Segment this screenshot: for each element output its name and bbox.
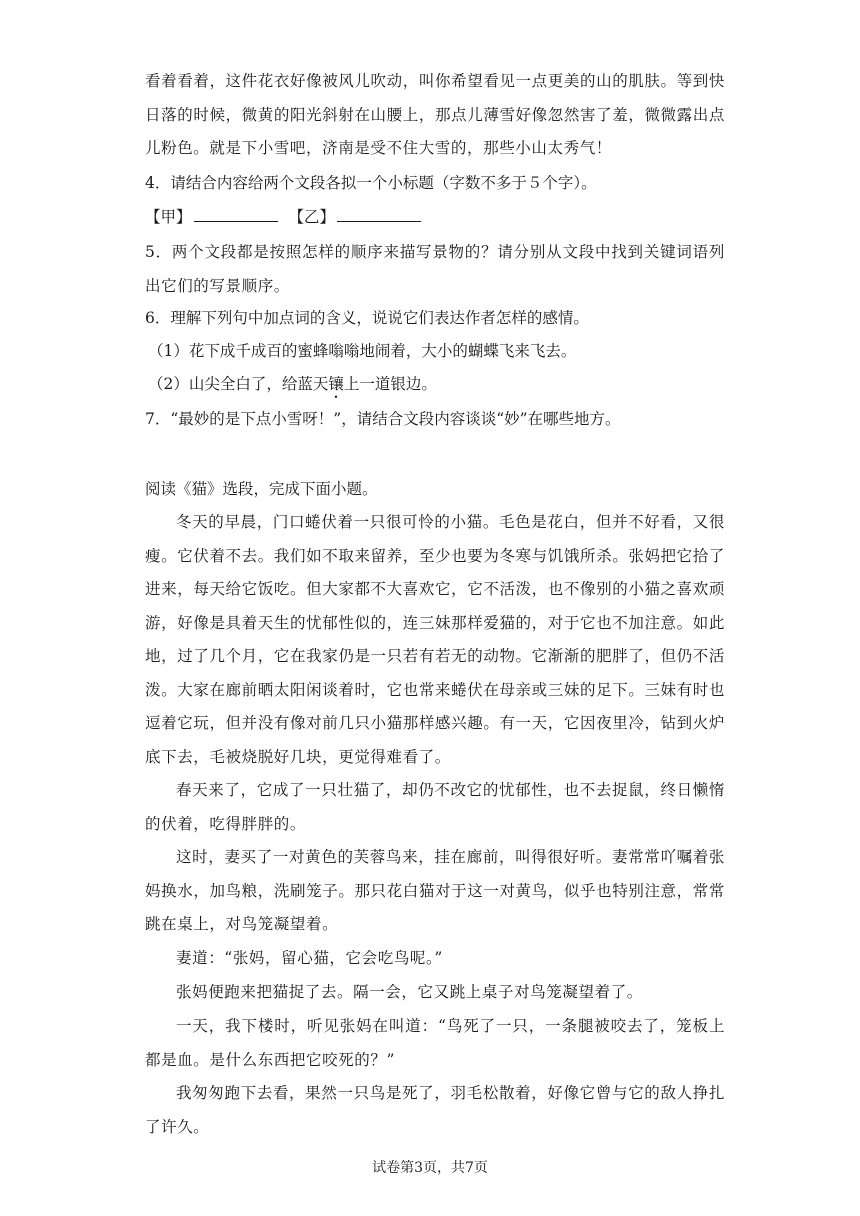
q6-item-2-post: 上一道银边。 [343, 375, 437, 393]
label-yi: 【乙】 [288, 208, 335, 226]
label-jia: 【甲】 [145, 208, 192, 226]
reading-intro: 阅读《猫》选段，完成下面小题。 [145, 480, 378, 498]
question-6-item-2 [148, 373, 728, 402]
answer-blank-yi[interactable] [337, 206, 421, 222]
reading-paragraph-5: 张妈便跑来把猫捉了去。隔一会，它又跳上桌子对鸟笼凝望着了。 [176, 983, 643, 1001]
answer-blank-jia[interactable] [194, 206, 278, 222]
q6-item-2-pre: （2）山尖全白了，给蓝天 [148, 375, 329, 393]
passage-paragraph: 看着看着，这件花衣好像被风儿吹动，叫你希望看见一点更美的山的肌肤。等到快日落的时候，微黄的阳光斜射在山腰上，那点儿薄雪好像忽然害了羞，微微露出点儿粉色。就是下小雪吧，济南是受不住大雪的，那些小山太秀气！ [145, 72, 725, 157]
question-6: 6．理解下列句中加点词的含义，说说它们表达作者怎样的感情。 [145, 309, 589, 327]
question-4-answer-line [145, 206, 725, 228]
reading-paragraph-2: 春天来了，它成了一只壮猫了，却仍不改它的忧郁性，也不去捉鼠，终日懒惰的伏着，吃得胖胖的。 [145, 781, 725, 833]
question-5: 5．两个文段都是按照怎样的顺序来描写景物的？请分别从文段中找到关键词语列出它们的写景顺序。 [145, 243, 725, 295]
reading-paragraph-3: 这时，妻买了一对黄色的芙蓉鸟来，挂在廊前，叫得很好听。妻常常吖嘱着张妈换水，加鸟粮，洗刷笼子。那只花白猫对于这一对黄鸟，似乎也特别注意，常常跳在桌上，对鸟笼凝望着。 [145, 848, 725, 933]
reading-paragraph-7: 我匆匆跑下去看，果然一只鸟是死了，羽毛松散着，好像它曾与它的敌人挣扎了许久。 [145, 1084, 725, 1136]
reading-paragraph-4: 妻道：“张妈，留心猫，它会吃鸟呢。” [176, 949, 443, 967]
question-6-item-1: （1）花下成千成百的蜜蜂嗡嗡地闹着，大小的蝴蝶飞来飞去。 [148, 342, 577, 360]
reading-paragraph-1: 冬天的早晨，门口蜷伏着一只很可怜的小猫。毛色是花白，但并不好看，又很瘦。它伏着不去。我们如不取来留养，至少也要为冬寒与饥饿所杀。张妈把它拾了进来，每天给它饭吃。但大家都不大喜欢它，它不活泼，也不像别的小猫之喜欢顽游，好像是具着天生的忧郁性似的，连三妹那样爱猫的，对于它也不加注意。如此地，过了几个月，它在我家仍是一只若有若无的动物。它渐渐的肥胖了，但仍不活泼。大家在廊前晒太阳闲谈着时，它也常来蜷伏在母亲或三妹的足下。三妹有时也逗着它玩，但并没有像对前几只小猫那样感兴趣。有一天，它因夜里冷，钻到火炉底下去，毛被烧脱好几块，更觉得难看了。 [145, 513, 725, 766]
reading-paragraph-6: 一天，我下楼时，听见张妈在叫道：“鸟死了一只，一条腿被咬去了，笼板上都是血。是什么东西把它咬死的？” [145, 1017, 725, 1069]
dotted-word: 镶 [328, 375, 344, 393]
question-7: 7．“最妙的是下点小雪呀！”，请结合文段内容谈谈“妙”在哪些地方。 [145, 410, 621, 428]
page-footer: 试卷第3页，共7页 [372, 1160, 488, 1176]
question-4: 4．请结合内容给两个文段各拟一个小标题（字数不多于５个字）。 [145, 174, 597, 192]
